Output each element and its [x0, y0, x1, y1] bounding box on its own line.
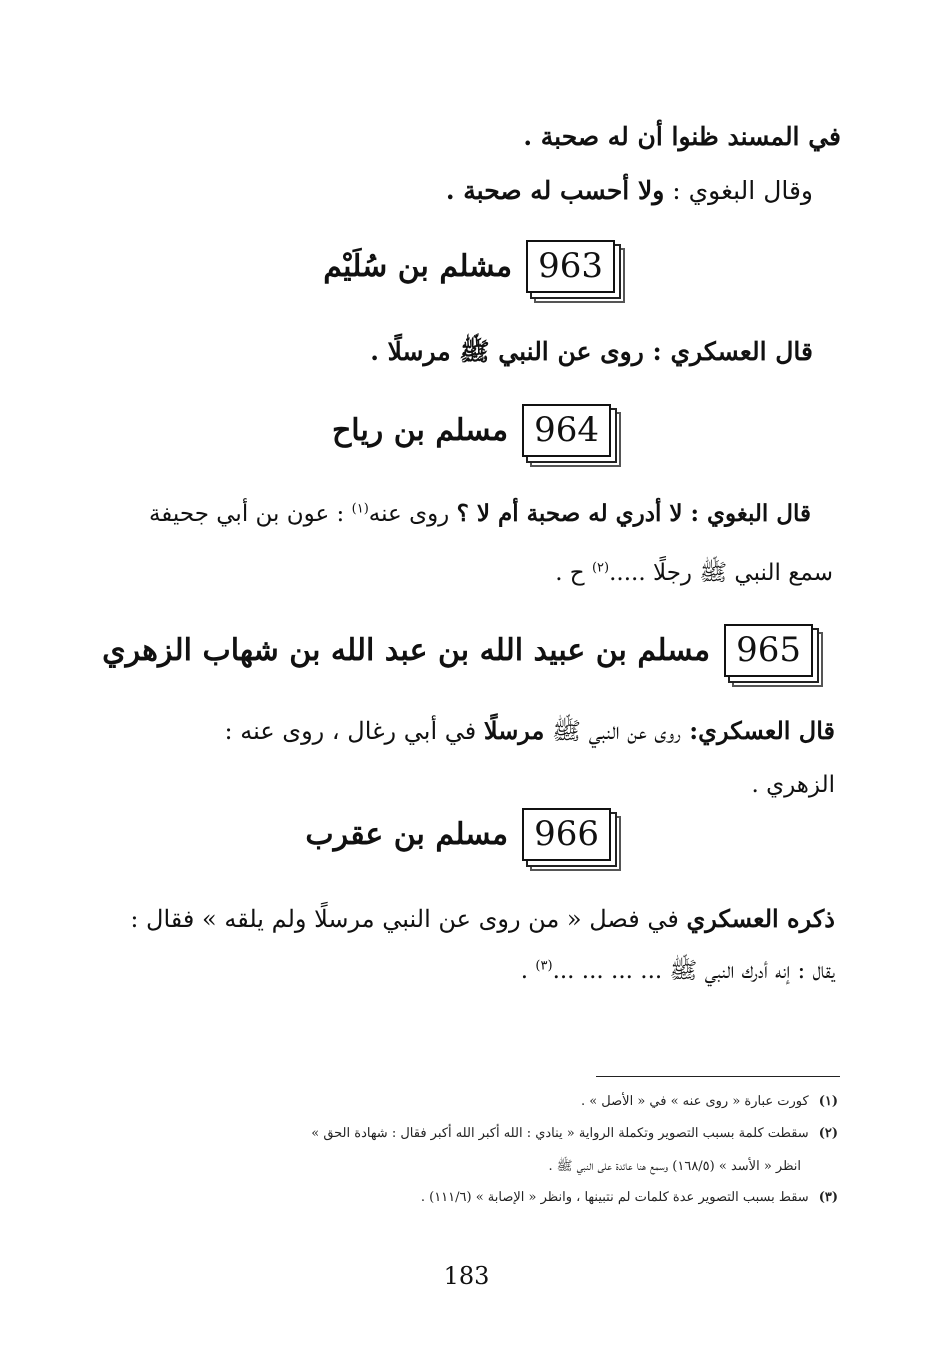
text-line-8 — [130, 904, 835, 933]
footnote-2 — [311, 1126, 838, 1141]
text-line-5 — [555, 558, 833, 592]
footnote-number: (٣) — [818, 1190, 838, 1205]
text-segment: سمع النبي ﷺ رجلًا ..... — [609, 560, 833, 586]
entry-name: مسلم بن عبيد الله بن عبد الله بن شهاب الزهري — [102, 632, 711, 668]
text-segment: في أبي رغال ، روى عنه : — [224, 717, 484, 745]
footnote-number: (٢) — [818, 1126, 838, 1141]
text-segment-bold: مرسلًا — [483, 716, 545, 745]
footnote-1 — [581, 1094, 838, 1109]
entry-number-box: 964 — [522, 404, 611, 457]
text-segment: وقال البغوي : — [664, 176, 813, 205]
footnote-ref: (٢) — [591, 560, 610, 576]
text-line-1: في المسند ظنوا أن له صحبة . — [523, 122, 841, 151]
text-segment: يقال : إنه أدرك النبي ﷺ ... ... ... ... — [552, 958, 835, 984]
footnote-ref: (٣) — [535, 958, 553, 974]
text-segment: روى عنه — [368, 501, 457, 527]
footnote-text: سقطت كلمة بسبب التصوير وتكملة الرواية « ينادي : الله أكبر الله أكبر فقال : شهادة الحق » — [311, 1126, 809, 1141]
entry-number-box: 965 — [724, 624, 813, 677]
entry-name: مشلم بن سُلَيْم — [323, 248, 513, 284]
text-segment-bold: ولا أحسب له صحبة . — [445, 176, 665, 205]
text-segment: : عون بن أبي جحيفة — [148, 501, 352, 527]
footnote-text: كورت عبارة « روى عنه » في « الأصل » . — [580, 1094, 809, 1109]
entry-name: مسلم بن عقرب — [305, 816, 509, 852]
entry-966-header — [305, 808, 611, 861]
footnote-text: سقط بسبب التصوير عدة كلمات لم نتبينها ، وانظر « الإصابة » (١١١/٦) . — [420, 1190, 809, 1205]
footnote-separator — [596, 1076, 840, 1077]
text-segment: في فصل « من روى عن النبي مرسلًا ولم يلقه » فقال : — [130, 905, 687, 933]
entry-number-box: 963 — [526, 240, 615, 293]
text-line-6 — [225, 716, 835, 751]
entry-963-header — [323, 240, 615, 293]
text-segment-bold: قال العسكري: — [680, 716, 835, 745]
text-segment-bold: ذكره العسكري — [686, 904, 835, 933]
text-line-3: قال العسكري : روى عن النبي ﷺ مرسلًا . — [370, 337, 813, 366]
text-segment-bold: قال البغوي : لا أدري له صحبة أم لا ؟ — [456, 500, 811, 527]
footnote-3 — [421, 1190, 838, 1205]
text-segment: ح . — [555, 560, 592, 586]
entry-number-box: 966 — [522, 808, 611, 861]
entry-name: مسلم بن رياح — [331, 412, 509, 448]
footnote-ref: (١) — [351, 501, 369, 517]
text-line-4 — [149, 500, 811, 527]
footnote-text: انظر « الأسد » (١٦٨/٥) وسمع هنا عائدة على النبي ﷺ . — [548, 1159, 801, 1174]
footnote-number: (١) — [818, 1094, 838, 1109]
footnote-2-continuation — [548, 1158, 801, 1177]
text-segment: . — [520, 958, 536, 984]
text-segment: روى عن النبي ﷺ — [544, 717, 681, 745]
text-line-2 — [446, 176, 813, 205]
entry-964-header — [332, 404, 611, 457]
text-line-7: الزهري . — [751, 772, 835, 798]
entry-965-header — [102, 624, 813, 677]
text-line-9 — [521, 956, 835, 990]
page-number: 183 — [443, 1262, 490, 1290]
